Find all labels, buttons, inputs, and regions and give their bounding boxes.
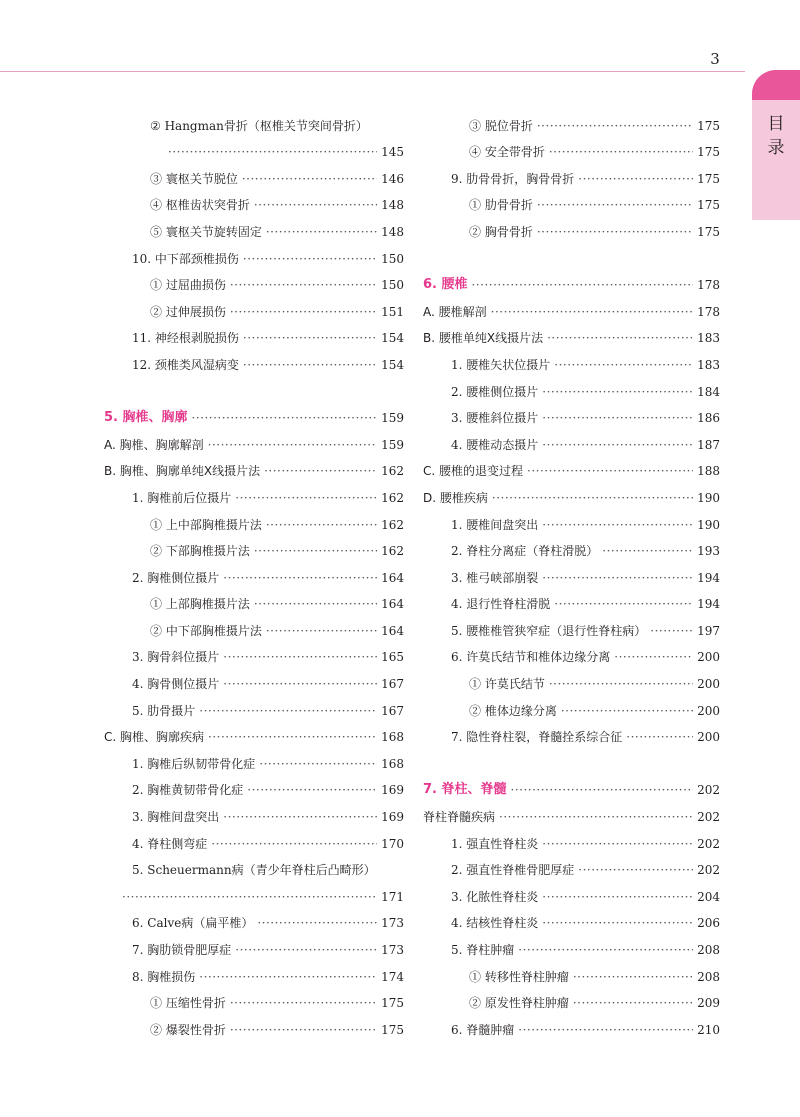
toc-right-column	[423, 108, 720, 1039]
toc-entry-page: 200	[697, 703, 720, 718]
toc-entry-title: 6. 腰椎	[423, 277, 468, 293]
toc-entry[interactable]	[104, 268, 404, 295]
toc-leader-dots	[650, 622, 693, 640]
side-tab-label-line1: 目	[767, 114, 785, 134]
toc-leader-dots	[168, 143, 377, 161]
toc-entry-title: 3. 化脓性脊柱炎	[451, 889, 539, 904]
toc-entry-title: ① 肋骨骨折	[469, 198, 533, 213]
toc-entry-title: 2. 胸椎黄韧带骨化症	[132, 783, 244, 798]
toc-entry-title: ① 转移性脊柱肿瘤	[469, 969, 569, 984]
toc-entry-title: 2. 胸椎侧位摄片	[132, 570, 220, 585]
toc-entry-title: A. 胸椎、胸廓解剖	[104, 437, 204, 452]
toc-entry[interactable]	[423, 693, 720, 720]
toc-entry-title: 3. 椎弓峡部崩裂	[451, 570, 539, 585]
toc-entry[interactable]	[423, 480, 720, 507]
toc-entry-title: 1. 胸椎前后位摄片	[132, 490, 232, 505]
toc-entry[interactable]	[423, 826, 720, 853]
toc-leader-dots	[122, 888, 377, 906]
toc-entry[interactable]	[423, 720, 720, 747]
toc-entry[interactable]	[423, 188, 720, 215]
toc-entry[interactable]	[104, 560, 404, 587]
toc-leader-dots	[199, 702, 377, 720]
toc-entry-page: 175	[697, 171, 720, 186]
toc-entry-title: 4. 退行性脊柱滑脱	[451, 597, 551, 612]
toc-entry[interactable]	[423, 959, 720, 986]
toc-leader-dots	[243, 356, 377, 374]
toc-entry[interactable]	[104, 773, 404, 800]
toc-entry[interactable]	[423, 507, 720, 534]
toc-entry[interactable]	[423, 560, 720, 587]
toc-entry-page: 154	[381, 357, 404, 372]
toc-entry-page: 202	[697, 836, 720, 851]
toc-entry[interactable]	[423, 214, 720, 241]
toc-entry-page: 167	[381, 677, 404, 692]
toc-entry-title: 4. 胸骨侧位摄片	[132, 677, 220, 692]
toc-entry[interactable]	[423, 799, 720, 826]
toc-entry-title: 2. 脊柱分离症（脊柱滑脱）	[451, 544, 599, 559]
toc-entry-page: 202	[697, 810, 720, 825]
toc-entry-page: 173	[381, 943, 404, 957]
toc-entry[interactable]	[104, 746, 404, 773]
side-tab-cap	[752, 70, 800, 100]
toc-entry-title: 11. 神经根剥脱损伤	[132, 331, 239, 346]
toc-entry-title: 5. Scheuermann病（青少年脊柱后凸畸形）	[132, 863, 376, 878]
toc-entry-page: 210	[697, 1022, 720, 1037]
toc-leader-dots	[208, 728, 377, 746]
toc-entry-title: ② 原发性脊柱肿瘤	[469, 996, 569, 1011]
toc-leader-dots	[254, 542, 377, 560]
toc-entry-page: 186	[697, 411, 720, 426]
toc-entry-title: ① 过屈曲损伤	[150, 278, 226, 293]
toc-entry-page: 164	[381, 623, 404, 638]
toc-entry-page: 151	[381, 304, 404, 319]
toc-entry[interactable]	[423, 879, 720, 906]
toc-entry[interactable]	[423, 986, 720, 1013]
toc-entry-page: 145	[381, 145, 404, 160]
toc-leader-dots	[537, 196, 693, 214]
toc-entry-title: 5. 胸椎、胸廓	[104, 410, 188, 426]
toc-entry[interactable]	[104, 587, 404, 614]
toc-entry-title: 3. 胸椎间盘突出	[132, 810, 220, 825]
toc-leader-dots	[542, 569, 693, 587]
toc-entry-page: 171	[381, 889, 404, 904]
toc-entry-page: 169	[381, 783, 404, 798]
toc-entry-title: 7. 胸肋锁骨肥厚症	[132, 943, 232, 957]
toc-leader-dots	[614, 648, 693, 666]
toc-entry-title: ① 上部胸椎摄片法	[150, 597, 250, 612]
header-rule	[0, 71, 745, 72]
toc-entry-page: 208	[697, 969, 720, 984]
toc-entry[interactable]	[423, 454, 720, 481]
toc-leader-dots	[230, 1021, 377, 1039]
toc-entry-page: 148	[381, 198, 404, 213]
toc-entry[interactable]	[104, 906, 404, 933]
toc-entry-page: 194	[697, 597, 720, 612]
toc-entry[interactable]	[423, 161, 720, 188]
toc-entry-title: 9. 肋骨骨折，胸骨骨折	[451, 171, 575, 186]
toc-leader-dots	[602, 542, 693, 560]
toc-entry[interactable]	[104, 161, 404, 188]
toc-entry-page: 169	[381, 810, 404, 825]
toc-entry-title: 3. 胸骨斜位摄片	[132, 650, 220, 665]
toc-leader-dots	[573, 994, 693, 1012]
toc-entry[interactable]	[423, 906, 720, 933]
toc-left-column	[104, 108, 404, 1039]
toc-entry-title: B. 腰椎单纯X线摄片法	[423, 331, 544, 346]
toc-entry-title: D. 腰椎疾病	[423, 490, 488, 505]
toc-leader-dots	[230, 994, 377, 1012]
toc-leader-dots	[578, 170, 693, 188]
toc-entry-title: 4. 结核性脊柱炎	[451, 916, 539, 931]
toc-entry[interactable]	[423, 853, 720, 880]
toc-entry[interactable]	[104, 427, 404, 454]
toc-leader-dots	[247, 781, 377, 799]
toc-entry[interactable]	[104, 640, 404, 667]
toc-entry-title: 4. 腰椎动态摄片	[451, 437, 539, 452]
toc-entry-title: ② 胸骨骨折	[469, 224, 533, 239]
toc-entry-title: 2. 腰椎侧位摄片	[451, 384, 539, 399]
toc-leader-dots	[235, 941, 377, 959]
toc-leader-dots	[518, 1021, 693, 1039]
toc-entry-title: 3. 腰椎斜位摄片	[451, 411, 539, 426]
toc-entry[interactable]	[423, 374, 720, 401]
toc-leader-dots	[211, 835, 377, 853]
toc-entry[interactable]	[104, 720, 404, 747]
toc-entry-title: 5. 肋骨摄片	[132, 703, 196, 718]
toc-entry-title: ③ 脱位骨折	[469, 118, 533, 133]
toc-entry[interactable]	[423, 587, 720, 614]
toc-entry-title: ② 过伸展损伤	[150, 304, 226, 319]
toc-entry-page: 150	[381, 278, 404, 293]
toc-entry-title: 5. 腰椎椎管狭窄症（退行性脊柱病）	[451, 623, 647, 638]
toc-entry-page: 164	[381, 570, 404, 585]
toc-entry[interactable]	[104, 986, 404, 1013]
toc-leader-dots	[208, 436, 377, 454]
toc-entry[interactable]	[423, 108, 720, 135]
toc-entry[interactable]	[104, 613, 404, 640]
toc-entry[interactable]	[104, 959, 404, 986]
toc-leader-dots	[511, 781, 694, 799]
toc-entry-page: 200	[697, 677, 720, 692]
toc-entry[interactable]	[104, 534, 404, 561]
toc-entry-page: 148	[381, 224, 404, 239]
toc-leader-dots	[554, 356, 693, 374]
toc-entry[interactable]	[104, 932, 404, 959]
toc-entry-page: 178	[697, 278, 720, 293]
toc-entry-page: 193	[697, 544, 720, 559]
toc-entry-page: 175	[697, 145, 720, 160]
toc-leader-dots	[542, 914, 693, 932]
toc-leader-dots	[542, 516, 693, 534]
toc-entry[interactable]	[104, 241, 404, 268]
side-tab-label	[752, 112, 800, 160]
toc-entry[interactable]	[104, 507, 404, 534]
toc-entry[interactable]	[423, 321, 720, 348]
toc-entry-page: 175	[381, 1022, 404, 1037]
toc-entry[interactable]	[423, 1012, 720, 1039]
toc-entry[interactable]	[104, 135, 404, 162]
toc-leader-dots	[243, 250, 377, 268]
toc-entry-title: ① 许莫氏结节	[469, 677, 545, 692]
toc-entry-page: 183	[697, 331, 720, 346]
toc-entry-title: C. 胸椎、胸廓疾病	[104, 730, 205, 745]
toc-leader-dots	[578, 861, 693, 879]
toc-entry-title: ⑤ 寰枢关节旋转固定	[150, 224, 262, 239]
toc-leader-dots	[518, 941, 693, 959]
toc-leader-dots	[542, 383, 693, 401]
toc-entry-page: 188	[697, 464, 720, 479]
toc-entry[interactable]	[104, 108, 404, 135]
toc-entry-page: 197	[697, 623, 720, 638]
toc-entry-title: ② Hangman骨折（枢椎关节突间骨折）	[150, 118, 368, 133]
toc-entry[interactable]	[104, 853, 404, 880]
toc-leader-dots	[472, 276, 694, 294]
toc-leader-dots	[626, 728, 693, 746]
toc-entry-title: 5. 脊柱肿瘤	[451, 943, 515, 957]
side-tab-label-line2: 录	[767, 138, 785, 158]
toc-leader-dots	[537, 117, 693, 135]
toc-leader-dots	[554, 595, 693, 613]
toc-entry-title: B. 胸椎、胸廓单纯X线摄片法	[104, 464, 261, 479]
toc-entry-title: ② 爆裂性骨折	[150, 1022, 226, 1037]
toc-entry-page: 164	[381, 597, 404, 612]
toc-leader-dots	[192, 409, 378, 427]
toc-entry-page: 168	[381, 730, 404, 745]
toc-entry[interactable]	[104, 1012, 404, 1039]
toc-entry-page: 190	[697, 490, 720, 505]
toc-entry-title: 7. 脊柱、脊髓	[423, 782, 507, 798]
toc-entry-page: 150	[381, 251, 404, 266]
toc-entry-title: 1. 胸椎后纵韧带骨化症	[132, 756, 256, 771]
toc-entry-title: 2. 强直性脊椎骨肥厚症	[451, 863, 575, 878]
toc-leader-dots	[266, 516, 377, 534]
toc-leader-dots	[549, 143, 693, 161]
toc-leader-dots	[254, 196, 377, 214]
toc-leader-dots	[573, 968, 693, 986]
toc-entry[interactable]	[423, 932, 720, 959]
toc-entry-page: 190	[697, 517, 720, 532]
toc-entry[interactable]	[104, 214, 404, 241]
toc-entry-page: 162	[381, 517, 404, 532]
toc-entry-title: 6. 脊髓肿瘤	[451, 1022, 515, 1037]
toc-entry-page: 202	[697, 863, 720, 878]
toc-entry[interactable]	[423, 427, 720, 454]
toc-leader-dots	[223, 808, 377, 826]
toc-leader-dots	[542, 409, 693, 427]
toc-entry[interactable]	[104, 294, 404, 321]
toc-entry[interactable]	[423, 294, 720, 321]
toc-entry[interactable]	[104, 454, 404, 481]
toc-entry-page: 170	[381, 836, 404, 851]
toc-entry-title: ③ 寰枢关节脱位	[150, 171, 238, 186]
toc-entry-page: 154	[381, 331, 404, 346]
toc-chapter-entry[interactable]	[104, 401, 404, 428]
toc-entry-title: 7. 隐性脊柱裂，脊髓拴系综合征	[451, 730, 623, 745]
toc-entry-title: ② 中下部胸椎摄片法	[150, 623, 262, 638]
toc-entry-page: 175	[697, 198, 720, 213]
toc-entry[interactable]	[104, 480, 404, 507]
toc-leader-dots	[492, 489, 693, 507]
toc-entry-page: 175	[697, 224, 720, 239]
toc-entry-title: 1. 强直性脊柱炎	[451, 836, 539, 851]
toc-entry-page: 173	[381, 916, 404, 931]
toc-entry-title: 1. 腰椎矢状位摄片	[451, 357, 551, 372]
toc-entry[interactable]	[423, 613, 720, 640]
toc-entry-title: 1. 腰椎间盘突出	[451, 517, 539, 532]
toc-leader-dots	[230, 303, 377, 321]
toc-entry[interactable]	[423, 666, 720, 693]
toc-leader-dots	[242, 170, 377, 188]
toc-leader-dots	[199, 968, 377, 986]
toc-entry-page: 146	[381, 171, 404, 186]
toc-leader-dots	[499, 808, 693, 826]
toc-leader-dots	[491, 303, 693, 321]
toc-entry-page: 187	[697, 437, 720, 452]
toc-entry[interactable]	[104, 799, 404, 826]
toc-entry-page: 178	[697, 304, 720, 319]
toc-entry-title: ① 压缩性骨折	[150, 996, 226, 1011]
toc-entry-title: 4. 脊柱侧弯症	[132, 836, 208, 851]
toc-entry[interactable]	[423, 135, 720, 162]
toc-leader-dots	[527, 462, 693, 480]
toc-leader-dots	[542, 436, 693, 454]
toc-entry-title: ④ 枢椎齿状突骨折	[150, 198, 250, 213]
toc-leader-dots	[547, 329, 693, 347]
toc-leader-dots	[264, 462, 377, 480]
toc-entry[interactable]	[104, 321, 404, 348]
toc-entry-page: 167	[381, 703, 404, 718]
toc-entry-title: 6. 许莫氏结节和椎体边缘分离	[451, 650, 611, 665]
toc-entry-page: 202	[697, 783, 720, 798]
toc-leader-dots	[254, 595, 377, 613]
toc-entry-page: 165	[381, 650, 404, 665]
toc-entry-page: 159	[381, 411, 404, 426]
toc-entry-page: 200	[697, 730, 720, 745]
toc-entry-title: A. 腰椎解剖	[423, 304, 487, 319]
toc-entry-title: ① 上中部胸椎摄片法	[150, 517, 262, 532]
toc-entry-page: 194	[697, 570, 720, 585]
toc-leader-dots	[266, 622, 377, 640]
toc-spacer	[423, 746, 720, 773]
toc-entry-page: 162	[381, 464, 404, 479]
toc-leader-dots	[561, 702, 693, 720]
toc-leader-dots	[243, 329, 377, 347]
toc-entry-page: 208	[697, 943, 720, 957]
toc-entry[interactable]	[423, 401, 720, 428]
toc-entry[interactable]	[104, 347, 404, 374]
toc-chapter-entry[interactable]	[423, 773, 720, 800]
toc-entry[interactable]	[423, 534, 720, 561]
toc-entry[interactable]	[423, 347, 720, 374]
toc-entry-page: 184	[697, 384, 720, 399]
toc-entry-title: ② 下部胸椎摄片法	[150, 544, 250, 559]
toc-leader-dots	[537, 223, 693, 241]
toc-leader-dots	[223, 648, 377, 666]
toc-entry-title: 6. Calve病（扁平椎）	[132, 916, 254, 931]
toc-entry-title: ④ 安全带骨折	[469, 145, 545, 160]
toc-leader-dots	[266, 223, 377, 241]
toc-entry-page: 162	[381, 544, 404, 559]
page-number: 3	[710, 50, 720, 68]
toc-entry[interactable]	[104, 826, 404, 853]
toc-chapter-entry[interactable]	[423, 268, 720, 295]
toc-entry-page: 204	[697, 889, 720, 904]
toc-entry-page: 162	[381, 490, 404, 505]
toc-entry-title: C. 腰椎的退变过程	[423, 464, 524, 479]
toc-leader-dots	[257, 914, 377, 932]
toc-entry[interactable]	[104, 188, 404, 215]
toc-entry[interactable]	[104, 693, 404, 720]
toc-entry-page: 175	[381, 996, 404, 1011]
toc-spacer	[104, 374, 404, 401]
toc-leader-dots	[223, 569, 377, 587]
toc-entry[interactable]	[104, 666, 404, 693]
toc-entry-page: 174	[381, 969, 404, 984]
toc-entry-title: 脊柱脊髓疾病	[423, 810, 496, 825]
toc-entry-page: 175	[697, 118, 720, 133]
toc-entry-page: 183	[697, 357, 720, 372]
toc-entry-title: 12. 颈椎类风湿病变	[132, 357, 239, 372]
toc-leader-dots	[223, 675, 377, 693]
toc-entry-page: 206	[697, 916, 720, 931]
toc-entry-page: 209	[697, 996, 720, 1011]
toc-entry-title: 8. 胸椎损伤	[132, 969, 196, 984]
toc-entry[interactable]	[104, 879, 404, 906]
toc-leader-dots	[542, 835, 693, 853]
toc-spacer	[423, 241, 720, 268]
toc-entry-page: 200	[697, 650, 720, 665]
toc-leader-dots	[542, 888, 693, 906]
toc-leader-dots	[230, 276, 377, 294]
toc-entry[interactable]	[423, 640, 720, 667]
toc-leader-dots	[549, 675, 693, 693]
toc-entry-title: ② 椎体边缘分离	[469, 703, 557, 718]
toc-leader-dots	[235, 489, 377, 507]
toc-entry-page: 159	[381, 437, 404, 452]
toc-entry-page: 168	[381, 756, 404, 771]
toc-leader-dots	[259, 755, 377, 773]
toc-entry-title: 10. 中下部颈椎损伤	[132, 251, 239, 266]
